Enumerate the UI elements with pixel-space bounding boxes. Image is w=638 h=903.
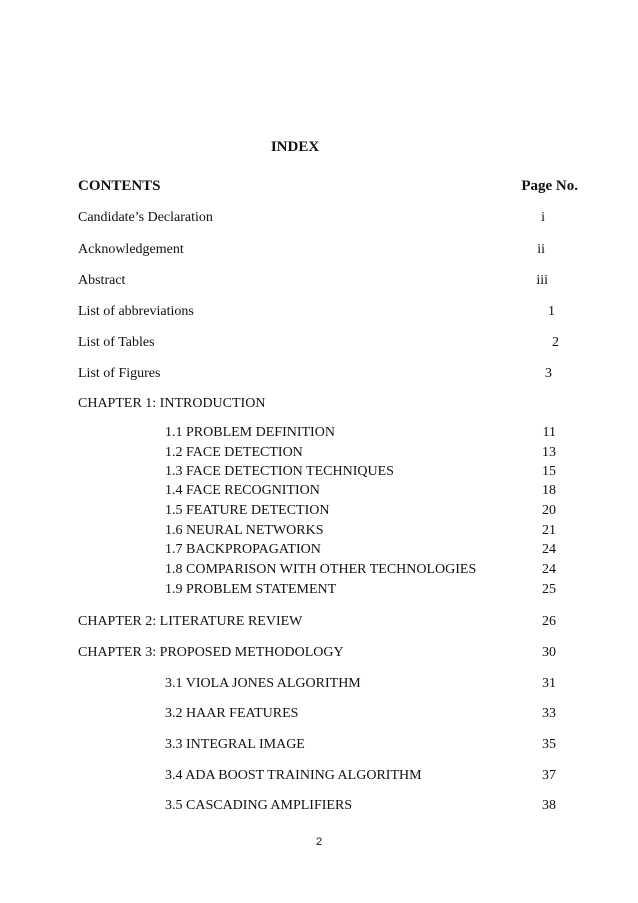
toc-subentry-page: 18 — [542, 483, 556, 498]
toc-subentry-page: 25 — [542, 582, 556, 597]
toc-subentry-page: 24 — [542, 562, 556, 577]
toc-subentry-label: 1.3 FACE DETECTION TECHNIQUES — [165, 464, 394, 479]
toc-entry-label: Abstract — [78, 273, 126, 288]
page-no-heading: Page No. — [521, 178, 578, 194]
toc-entry-label: List of abbreviations — [78, 304, 194, 319]
toc-subentry-label: 1.4 FACE RECOGNITION — [165, 483, 320, 498]
toc-subentry-page: 37 — [542, 768, 556, 783]
contents-heading: CONTENTS — [78, 178, 161, 194]
toc-entry-page: i — [541, 210, 545, 225]
toc-entry-page: ii — [537, 242, 545, 257]
chapter-3-heading: CHAPTER 3: PROPOSED METHODOLOGY — [78, 645, 344, 660]
toc-subentry-page: 38 — [542, 798, 556, 813]
toc-entry-label: List of Figures — [78, 366, 161, 381]
toc-subentry-label: 1.8 COMPARISON WITH OTHER TECHNOLOGIES — [165, 562, 477, 577]
toc-subentry-page: 24 — [542, 542, 556, 557]
chapter-2-page: 26 — [542, 614, 556, 629]
toc-subentry-label: 3.2 HAAR FEATURES — [165, 706, 299, 721]
toc-entry-page: 2 — [552, 335, 559, 350]
toc-subentry-page: 11 — [542, 425, 556, 440]
chapter-3-page: 30 — [542, 645, 556, 660]
toc-subentry-label: 1.6 NEURAL NETWORKS — [165, 523, 324, 538]
toc-subentry-page: 15 — [542, 464, 556, 479]
toc-entry-label: Acknowledgement — [78, 242, 184, 257]
toc-subentry-page: 31 — [542, 676, 556, 691]
toc-subentry-label: 1.9 PROBLEM STATEMENT — [165, 582, 337, 597]
toc-subentry-label: 3.5 CASCADING AMPLIFIERS — [165, 798, 353, 813]
toc-subentry-label: 1.5 FEATURE DETECTION — [165, 503, 330, 518]
toc-entry-label: List of Tables — [78, 335, 155, 350]
toc-subentry-label: 1.7 BACKPROPAGATION — [165, 542, 321, 557]
toc-subentry-label: 1.2 FACE DETECTION — [165, 445, 303, 460]
toc-subentry-label: 1.1 PROBLEM DEFINITION — [165, 425, 335, 440]
toc-subentry-label: 3.3 INTEGRAL IMAGE — [165, 737, 305, 752]
page-number-footer: 2 — [315, 836, 323, 848]
toc-entry-label: Candidate’s Declaration — [78, 210, 213, 225]
chapter-2-heading: CHAPTER 2: LITERATURE REVIEW — [78, 614, 303, 629]
toc-subentry-label: 3.4 ADA BOOST TRAINING ALGORITHM — [165, 768, 422, 783]
toc-entry-page: 1 — [548, 304, 555, 319]
toc-entry-page: 3 — [545, 366, 552, 381]
toc-subentry-page: 33 — [542, 706, 556, 721]
toc-subentry-page: 21 — [542, 523, 556, 538]
chapter-1-heading: CHAPTER 1: INTRODUCTION — [78, 396, 266, 411]
toc-entry-page: iii — [536, 273, 548, 288]
toc-subentry-page: 20 — [542, 503, 556, 518]
toc-subentry-page: 35 — [542, 737, 556, 752]
page-title: INDEX — [270, 139, 320, 155]
toc-subentry-label: 3.1 VIOLA JONES ALGORITHM — [165, 676, 361, 691]
toc-subentry-page: 13 — [542, 445, 556, 460]
